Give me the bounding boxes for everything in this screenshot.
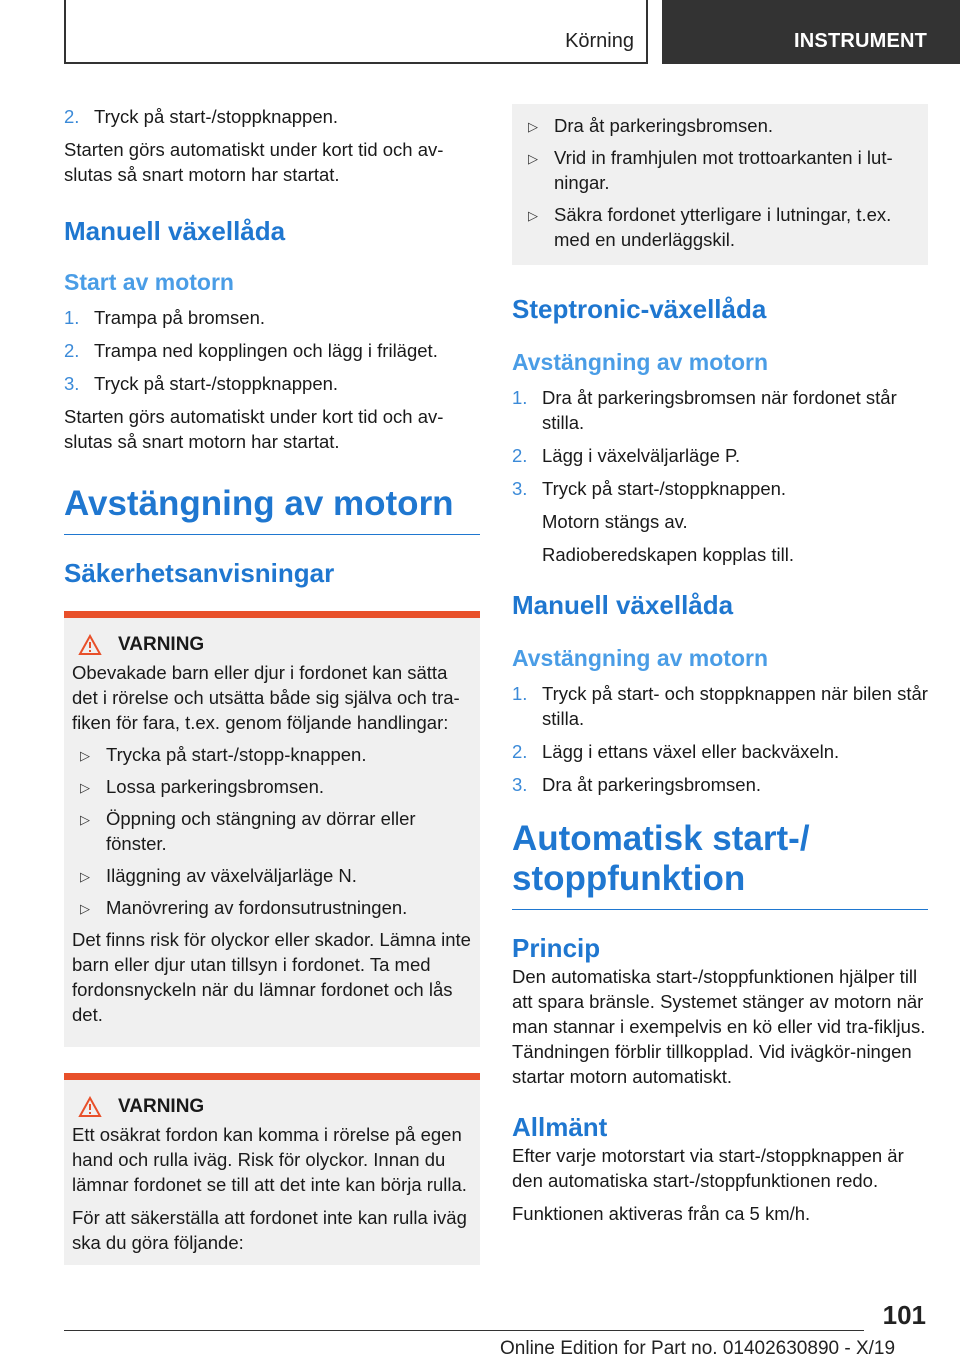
step-number: 1. (64, 307, 80, 328)
step-text: Tryck på start-/stoppknappen. (542, 478, 787, 499)
step-number: 2. (512, 445, 528, 466)
list-item (512, 443, 928, 468)
list-item (512, 476, 928, 501)
heading-engine-off: Avstängning av motorn (64, 484, 480, 535)
bullet-triangle-icon: ▷ (80, 780, 90, 795)
continued-warning-box (512, 104, 928, 265)
step-text: Dra åt parkeringsbromsen. (542, 774, 762, 795)
warning-header (78, 634, 472, 656)
step-number: 1. (512, 387, 528, 408)
steps-list (64, 305, 480, 396)
warning-title: VARNING (118, 1096, 205, 1117)
bullet-item (72, 895, 472, 920)
heading-start: Start av motorn (64, 269, 234, 295)
bullet-text: Manövrering av fordonsutrustningen. (106, 897, 408, 918)
step-text: Trampa på bromsen. (94, 307, 266, 328)
paragraph: Starten görs automatiskt under kort tid och av‐slutas så snart motorn har startat. (64, 406, 444, 452)
warning-header (78, 1096, 472, 1118)
bullet-text: Vrid in framhjulen mot trottoarkanten i lut‐ningar. (554, 147, 893, 193)
step-text: Dra åt parkeringsbromsen när fordonet står stilla. (542, 387, 897, 433)
steps-list (512, 681, 928, 797)
header-frame (64, 0, 648, 64)
warning-box (64, 611, 480, 1047)
paragraph: Efter varje motorstart via start-/stoppknappen är den automatiska start-/stoppfunktionen redo. (512, 1145, 904, 1191)
bullet-item (72, 742, 472, 767)
footer-edition: Online Edition for Part no. 01402630890 - X/19 (500, 1338, 896, 1359)
list-item (64, 371, 480, 396)
heading-engine-off: Avstängning av motorn (512, 645, 768, 671)
bullet-triangle-icon: ▷ (80, 869, 90, 884)
step-text: Tryck på start-/stoppknappen. (94, 106, 339, 127)
bullet-text: Öppning och stängning av dörrar eller fönster. (106, 808, 416, 854)
step-note: Motorn stängs av. (542, 511, 688, 532)
header-tab[interactable]: INSTRUMENT (662, 0, 960, 64)
step-text: Lägg i växelväljarläge P. (542, 445, 741, 466)
bullet-text: Dra åt parkeringsbromsen. (554, 115, 774, 136)
heading-manual: Manuell växellåda (512, 590, 734, 620)
warning-text: Ett osäkrat fordon kan komma i rörelse på egen hand och rulla iväg. Risk för olyckor. Innan du lämnar fordonet se till att det inte kan börja rulla. (72, 1124, 467, 1195)
page-number: 101 (882, 1300, 926, 1330)
step-number: 2. (64, 106, 80, 127)
step-number: 3. (64, 373, 80, 394)
heading-principle: Princip (512, 933, 601, 963)
warning-triangle-icon (78, 634, 102, 656)
warning-intro: Obevakade barn eller djur i fordonet kan sätta det i rörelse och utsätta både sig själva och tra‐fiken för fara, t.ex. genom följande handlingar: (72, 662, 460, 733)
bullet-text: Iläggning av växelväljarläge N. (106, 865, 357, 886)
list-item (512, 739, 928, 764)
bullet-triangle-icon: ▷ (80, 748, 90, 763)
warning-text: För att säkerställa att fordonet inte kan rulla iväg ska du göra följande: (72, 1207, 467, 1253)
warning-outro: Det finns risk för olyckor eller skador. Lämna inte barn eller djur utan tillsyn i fordonet. Ta med fordonsnyckeln när du lämnar fordonet och lås det. (72, 929, 471, 1025)
paragraph: Funktionen aktiveras från ca 5 km/h. (512, 1203, 811, 1224)
bullet-text: Säkra fordonet ytterligare i lutningar, t.ex. med en underläggskil. (554, 204, 892, 250)
heading-engine-off: Avstängning av motorn (512, 349, 768, 375)
warning-triangle-icon (78, 1096, 102, 1118)
paragraph: Starten görs automatiskt under kort tid och av‐slutas så snart motorn har startat. (64, 139, 444, 185)
header-section-label: Körning (565, 30, 634, 52)
step-number: 2. (64, 340, 80, 361)
list-item (512, 681, 928, 731)
bullet-triangle-icon: ▷ (528, 208, 538, 223)
step-text: Tryck på start-/stoppknappen. (94, 373, 339, 394)
bullet-text: Lossa parkeringsbromsen. (106, 776, 324, 797)
bullet-item (72, 863, 472, 888)
step-number: 3. (512, 478, 528, 499)
step-text: Lägg i ettans växel eller backväxeln. (542, 741, 840, 762)
steps-list (512, 385, 928, 567)
step-number: 1. (512, 683, 528, 704)
heading-safety: Säkerhetsanvisningar (64, 558, 335, 588)
right-column (512, 104, 928, 1226)
step-number: 3. (512, 774, 528, 795)
bullet-triangle-icon: ▷ (528, 119, 538, 134)
list-item (64, 305, 480, 330)
warning-box (64, 1073, 480, 1265)
step-text: Trampa ned kopplingen och lägg i friläget. (94, 340, 438, 361)
paragraph: Den automatiska start-/stoppfunktionen hjälper till att spara bränsle. Systemet stänger av motorn när man stannar i exempelvis en kö eller vid tra‐fikljus. Tändningen förblir tillkopplad. Vid ivägkör‐ningen startar motorn automatiskt. (512, 966, 926, 1087)
bullet-item (72, 806, 472, 856)
heading-general: Allmänt (512, 1112, 608, 1142)
left-column (64, 104, 480, 1265)
bullet-triangle-icon: ▷ (80, 812, 90, 827)
footer-divider (64, 1330, 864, 1331)
list-item (512, 385, 928, 435)
step-number: 2. (512, 741, 528, 762)
bullet-item (520, 145, 920, 195)
heading-manual: Manuell växellåda (64, 216, 286, 246)
bullet-item (520, 202, 920, 252)
bullet-text: Trycka på start-/stopp-knappen. (106, 744, 367, 765)
bullet-triangle-icon: ▷ (528, 151, 538, 166)
heading-auto-start-stop: Automatisk start-/ stoppfunktion (512, 819, 928, 910)
list-item (64, 338, 480, 363)
warning-title: VARNING (118, 634, 205, 655)
step-text: Tryck på start- och stoppknappen när bilen står stilla. (542, 683, 928, 729)
heading-steptronic: Steptronic-växellåda (512, 294, 767, 324)
list-item (64, 104, 480, 129)
step-note: Radioberedskapen kopplas till. (542, 544, 794, 565)
list-item (512, 772, 928, 797)
bullet-item (72, 774, 472, 799)
bullet-item (520, 113, 920, 138)
bullet-triangle-icon: ▷ (80, 901, 90, 916)
